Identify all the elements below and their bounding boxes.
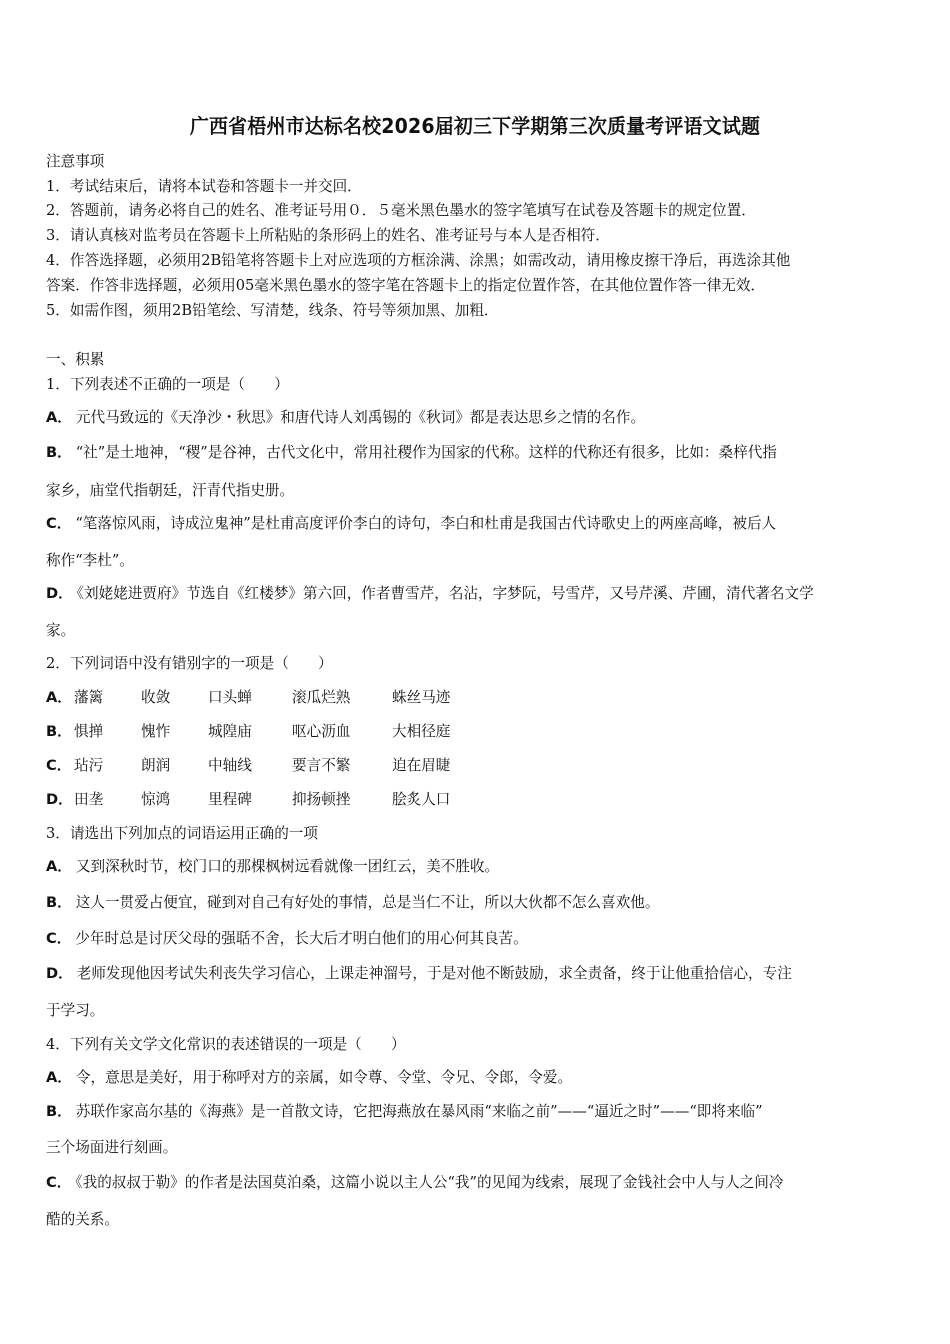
q3-option-c: C． 少年时总是讨厌父母的强聒不舍，长大后才明白他们的用心何其良苦。 (46, 930, 528, 947)
q1-option-c: C． “笔落惊风雨，诗成泣鬼神”是杜甫高度评价李白的诗句，李白和杜甫是我国古代诗歌史上的两座高峰，被后人 (46, 515, 777, 532)
q4-option-c-cont: 酷的关系。 (46, 1211, 119, 1228)
q4-option-b-cont: 三个场面进行刻画。 (46, 1139, 178, 1156)
question-3-stem: 3．请选出下列加点的词语运用正确的一项 (46, 825, 318, 842)
q4-option-b: B． 苏联作家高尔基的《海燕》是一首散文诗，它把海燕放在暴风雨“来临之前”——“逼近之时”——“即将来临” (46, 1103, 763, 1120)
q2-option-c: C． 玷污 朗润 中轴线 要言不繁 迫在眉睫 (46, 757, 451, 774)
page-title: 广西省梧州市达标名校2026届初三下学期第三次质量考评语文试题 (189, 114, 761, 138)
q2-option-b: B． 惧掸 愧怍 城隍庙 呕心沥血 大相径庭 (46, 723, 451, 740)
q4-option-c: C． 《我的叔叔于勒》的作者是法国莫泊桑，这篇小说以主人公“我”的见闻为线索，展现了金钱社会中人与人之间冷 (46, 1174, 784, 1191)
notice-item: 1．考试结束后，请将本试卷和答题卡一并交回． (46, 178, 362, 195)
q1-option-c-cont: 称作“李杜”。 (46, 552, 134, 569)
q3-option-b: B． 这人一贯爱占便宜，碰到对自己有好处的事情，总是当仁不让，所以大伙都不怎么喜欢他。 (46, 894, 660, 911)
q3-option-d: D． 老师发现他因考试失利丧失学习信心，上课走神溜号，于是对他不断鼓励，求全责备，终于让他重拾信心，专注 (46, 965, 792, 982)
q2-option-a: A． 藩篱 收敛 口头蝉 滚瓜烂熟 蛛丝马迹 (46, 689, 451, 706)
q1-option-a: A． 元代马致远的《天净沙・秋思》和唐代诗人刘禹锡的《秋词》都是表达思乡之情的名作。 (46, 409, 646, 426)
q1-option-d-cont: 家。 (46, 622, 76, 639)
q3-option-d-cont: 于学习。 (46, 1002, 105, 1019)
question-2-stem: 2．下列词语中没有错别字的一项是（ ） (46, 655, 333, 672)
q3-option-a: A． 又到深秋时节，校门口的那棵枫树远看就像一团红云，美不胜收。 (46, 858, 500, 875)
question-4-stem: 4．下列有关文学文化常识的表述错误的一项是（ ） (46, 1036, 406, 1053)
q1-option-b-cont: 家乡，庙堂代指朝廷，汗青代指史册。 (46, 482, 295, 499)
notice-item: 答案．作答非选择题，必须用05毫米黑色墨水的签字笔在答题卡上的指定位置作答，在其他位置作答一律无效． (46, 277, 766, 294)
notice-item: 2．答题前，请务必将自己的姓名、准考证号用０．５毫米黑色墨水的签字笔填写在试卷及答题卡的规定位置． (46, 202, 756, 219)
notice-item: 5．如需作图，须用2B铅笔绘、写清楚，线条、符号等须加黑、加粗． (46, 302, 499, 319)
q1-option-d: D． 《刘姥姥进贾府》节选自《红楼梦》第六回，作者曹雪芹，名沾，字梦阮，号雪芹，又号芹溪、芹圃，清代著名文学 (46, 585, 814, 602)
notice-heading: 注意事项 (46, 153, 105, 170)
notice-item: 3．请认真核对监考员在答题卡上所粘贴的条形码上的姓名、准考证号与本人是否相符． (46, 227, 610, 244)
q1-option-b: B． “社”是土地神，“稷”是谷神，古代文化中，常用社稷作为国家的代称。这样的代称还有很多，比如：桑梓代指 (46, 444, 777, 461)
notice-item: 4．作答选择题，必须用2B铅笔将答题卡上对应选项的方框涂满、涂黑；如需改动，请用橡皮擦干净后，再选涂其他 (46, 252, 791, 269)
section-heading: 一、积累 (46, 351, 105, 368)
q2-option-d: D． 田垄 惊鸿 里程碑 抑扬顿挫 脍炙人口 (46, 791, 451, 808)
q4-option-a: A． 令，意思是美好，用于称呼对方的亲属，如令尊、令堂、令兄、令郎，令爱。 (46, 1069, 573, 1086)
question-1-stem: 1．下列表述不正确的一项是（ ） (46, 376, 289, 393)
